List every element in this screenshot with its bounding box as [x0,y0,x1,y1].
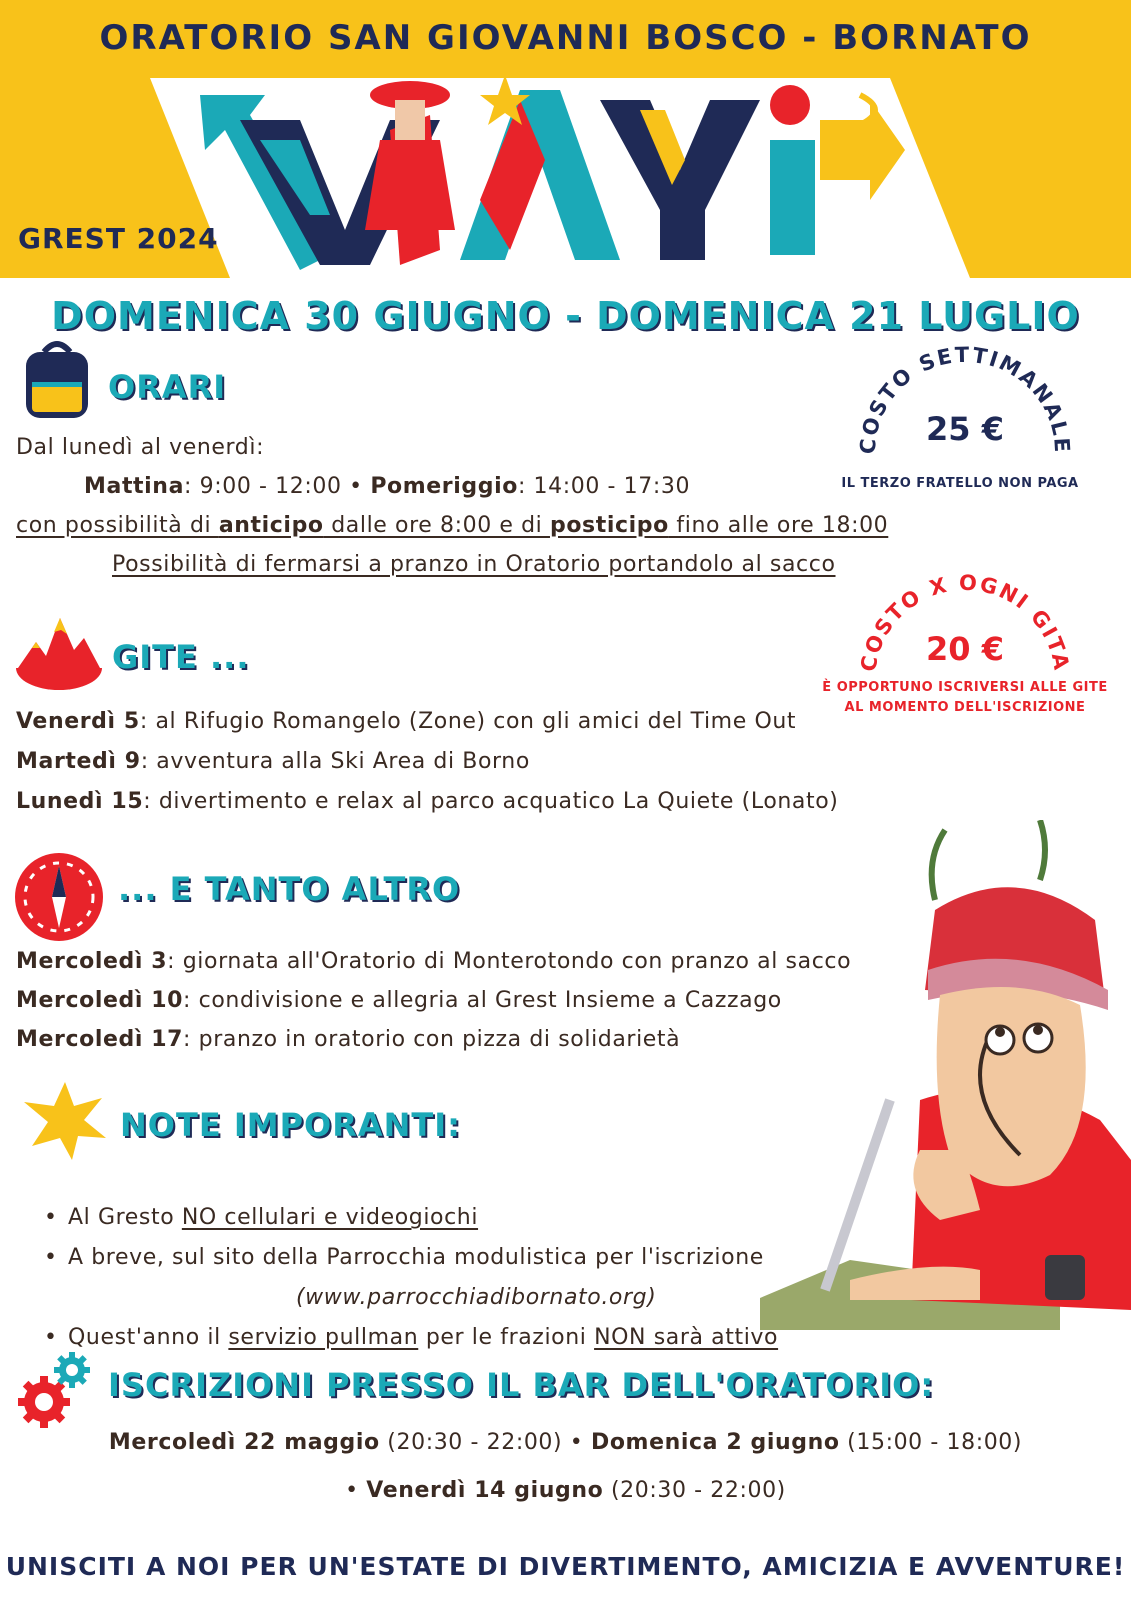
mountain-icon [14,612,104,690]
note-text: Quest'anno il [68,1325,229,1350]
gita-item-1 [16,709,796,734]
note-title: NOTE IMPORANTI: [120,1106,461,1144]
posticipo-label: posticipo [549,513,669,538]
gita-text: : avventura alla Ski Area di Borno [140,749,530,774]
note-underlined: servizio pullman [228,1325,419,1350]
altro-day: Mercoledì 17 [16,1027,184,1052]
note-item-1 [44,1198,778,1238]
footer-slogan: UNISCITI A NOI PER UN'ESTATE DI DIVERTIMENTO, AMICIZIA E AVVENTURE! [5,1552,1126,1581]
gita-day: Martedì 9 [16,749,141,774]
trip-cost-note-1: È OPPORTUNO ISCRIVERSI ALLE GITE [822,680,1108,695]
morning-label: Mattina [84,474,185,499]
altro-title: ... E TANTO ALTRO [118,870,461,908]
morning-time: : 9:00 - 12:00 • [184,474,371,499]
iscrizioni-dates-1 [0,1430,1131,1455]
note-underlined: NON sarà attivo [594,1325,779,1350]
header-title: ORATORIO SAN GIOVANNI BOSCO - BORNATO [99,18,1032,58]
altro-item-2 [16,988,782,1013]
gita-text: : al Rifugio Romangelo (Zone) con gli amici del Time Out [139,709,797,734]
iscrizione-time: (15:00 - 18:00) [839,1430,1023,1455]
bullet: • [345,1478,367,1503]
gita-day: Venerdì 5 [16,709,140,734]
extra-text-3: fino alle ore 18:00 [668,513,889,538]
weekly-price: 25 € [926,410,1004,448]
weekly-cost-arc-text: COSTO SETTIMANALE [855,342,1075,455]
extra-text-2: dalle ore 8:00 e di [323,513,550,538]
header-banner [0,0,1131,278]
note-text: Al Gresto [68,1205,182,1230]
orari-title: ORARI [108,368,227,406]
weekly-cost-note: IL TERZO FRATELLO NON PAGA [841,476,1079,491]
orari-extra [16,513,888,538]
gita-item-3 [16,789,838,814]
altro-day: Mercoledì 10 [16,988,184,1013]
iscrizione-time: (20:30 - 22:00) • [379,1430,591,1455]
gears-icon [14,1350,94,1430]
backpack-icon [22,338,92,420]
grest-year: GREST 2024 [18,222,219,255]
iscrizione-day: Venerdì 14 giugno [366,1478,604,1503]
compass-icon [14,852,104,942]
note-text: A breve, sul sito della Parrocchia modulistica per l'iscrizione [68,1245,764,1270]
note-item-2-url [44,1278,778,1318]
altro-item-3 [16,1027,680,1052]
altro-text: : pranzo in oratorio con pizza di solidarietà [183,1027,681,1052]
notes-list [44,1198,778,1358]
star-icon [22,1080,108,1160]
orari-lunch: Possibilità di fermarsi a pranzo in Oratorio portandolo al sacco [112,552,836,577]
trip-cost-arc-text: COSTO X OGNI GITA [856,570,1074,674]
altro-day: Mercoledì 3 [16,949,168,974]
altro-text: : condivisione e allegria al Grest Insieme a Cazzago [183,988,782,1013]
note-underlined: NO cellulari e videogiochi [181,1205,479,1230]
iscrizione-day: Mercoledì 22 maggio [108,1430,380,1455]
orari-intro: Dal lunedì al venerdì: [16,435,265,460]
afternoon-label: Pomeriggio [370,474,518,499]
date-range-title: DOMENICA 30 GIUGNO - DOMENICA 21 LUGLIO [51,294,1080,338]
iscrizioni-title: ISCRIZIONI PRESSO IL BAR DELL'ORATORIO: [108,1366,935,1404]
altro-item-1 [16,949,851,974]
gita-item-2 [16,749,530,774]
note-text: per le frazioni [418,1325,595,1350]
website-link[interactable]: (www.parrocchiadibornato.org) [296,1285,657,1310]
orari-times [84,474,690,499]
trip-cost-note-2: AL MOMENTO DELL'ISCRIZIONE [844,700,1086,715]
compass-dot-icon [770,85,810,125]
dante-illustration [760,820,1131,1330]
gita-text: : divertimento e relax al parco acquatico La Quiete (Lonato) [143,789,839,814]
note-item-3 [44,1318,778,1358]
note-item-2 [44,1238,778,1278]
altro-text: : giornata all'Oratorio di Monterotondo con pranzo al sacco [167,949,852,974]
gite-title: GITE ... [112,638,250,676]
afternoon-time: : 14:00 - 17:30 [517,474,691,499]
iscrizioni-dates-2 [0,1478,1131,1503]
trip-cost-arc [850,568,1080,688]
trip-price: 20 € [926,630,1004,668]
gita-day: Lunedì 15 [16,789,144,814]
iscrizione-day: Domenica 2 giugno [590,1430,840,1455]
iscrizione-time: (20:30 - 22:00) [603,1478,786,1503]
anticipo-label: anticipo [218,513,324,538]
extra-text-1: con possibilità di [16,513,219,538]
